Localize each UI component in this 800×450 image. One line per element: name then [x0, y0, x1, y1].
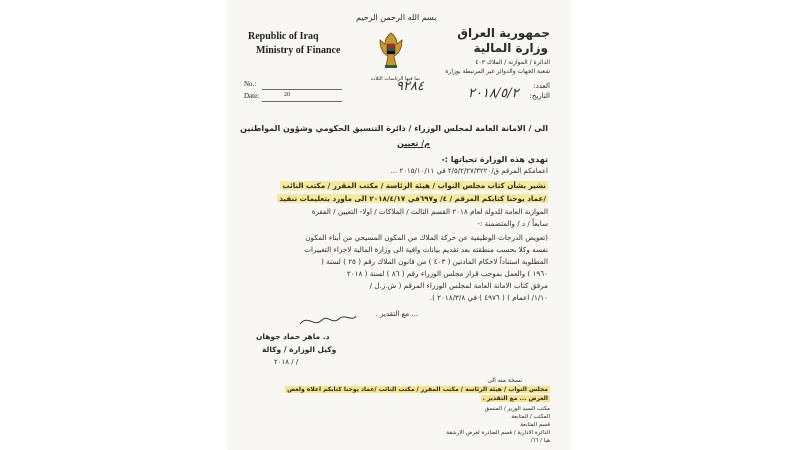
no-label: No.:	[244, 80, 257, 88]
copies-item-2: المكتب / المتابعة	[511, 414, 550, 420]
handwritten-date: ٢٠١٨/٥/٢	[468, 86, 519, 101]
copies-item-3: قسم المتابعة	[520, 422, 550, 428]
signatory-name: د. ماهر حماد جوهان	[256, 332, 330, 341]
header-subject-ref: بما فيها الرئاسات الثلاث	[370, 76, 420, 82]
body-line-10: ١/١٠/ اعمام ) ( ٤٩٧٦ ) في ٢٠١٨/٣/٨ ).	[429, 293, 548, 302]
signatory-title: وكيل الوزارة / وكالة	[262, 345, 337, 354]
copies-item-4: الدائرة الادارية / قسم الصادرة لغرض الارشفة	[446, 430, 550, 436]
header-republic-ar: جمهورية العراق	[457, 26, 550, 40]
body-line-3: الموازنة العامة للدولة لعام ٢٠١٨ القسم الثالث / الملاكات / اولا- التعيين / الفقرة	[311, 207, 548, 216]
copies-highlight-1: مجلس النواب / هيئة الرئاسة / مكتب المقرر / مكتب النائب /عماد يوحنا كتابكم اعلاه ولغض	[287, 386, 548, 393]
handwritten-number: ٩٢٨٤	[396, 79, 424, 94]
header-ministry-en: Ministry of Finance	[256, 45, 341, 56]
signature-date: / / ٢٠١٨	[274, 358, 299, 366]
body-line-6: نفسه وكلا بحسب منطقته بعد تقديم بيانات وافية الى وزارة المالية لاجراء التغييرات	[304, 245, 548, 254]
highlighted-line-1: نشير بشأن كتاب مجلس النواب / هيئة الرئاسة / مكتب المقرر / مكتب النائب	[282, 181, 546, 190]
no-rule	[262, 89, 342, 90]
date-rule	[262, 101, 342, 102]
header-dept-ar: الدائرة / الموازنة / الملاك ٤٠٣	[475, 59, 550, 66]
subject: م/ تعيين	[397, 139, 430, 148]
basmala: بسم الله الرحمن الرحيم	[356, 13, 437, 22]
body-line-8: ١٩٦٠ ) والعمل بموجب قرار مجلس الوزراء رقم ( ٨٦ ) لسنة ( ٢٠١٨	[346, 269, 548, 278]
reference-line: اعمامكم المرقم ق/٢/٥/٢/٢٧/٣٢٢٠ في ٢٠١٥/١٠/١١ ...	[390, 167, 548, 175]
copies-item-5: هبا / ٦٦/	[530, 438, 550, 444]
number-label-ar: العدد:	[533, 82, 550, 90]
date-value-en: 20	[284, 92, 290, 98]
body-line-5: (تعويض الدرجات الوظيفية عن حركة الملاك من المكون المسيحي من أبناء المكون	[305, 233, 548, 242]
header-section-ar: شعبة الجهات والدوائر غير المرتبطة بوزارة	[445, 68, 550, 75]
copies-highlight-2: الغرض ... مع التقدير .	[482, 395, 548, 402]
date-label-ar: التاريخ:	[529, 92, 550, 100]
addressee: الى / الامانة العامة لمجلس الوزراء / دائرة التنسيق الحكومي وشؤون المواطنين	[240, 124, 548, 133]
copies-heading: نسخة منه الى	[487, 377, 522, 384]
highlighted-line-2: /عماد يوحنا كتابكم المرقم / ٤/ و٦٩٧في ٢٠١٨/٤/١٧ الى ماورد بتعليمات تنفيذ	[279, 194, 546, 203]
date-label-en: Date:	[244, 92, 260, 100]
header-republic-en: Republic of Iraq	[248, 31, 319, 42]
body-line-4: سابعاً / د / والمتضمنة :-	[477, 219, 548, 228]
header-ministry-ar: وزارة المالية	[473, 41, 548, 55]
document-page	[228, 0, 570, 450]
signature-scribble	[298, 312, 358, 334]
copies-item-1: مكتب السيد الوزير / المنسق	[484, 406, 550, 412]
body-line-7: المطلوبة استناداً لاحكام المادتين ( ٤٠٣ ) من قانون الملاك رقم ( ٢٥ ) لسنة (	[321, 257, 548, 266]
greeting: تهدي هذه الوزارة تحياتها :-	[441, 155, 548, 164]
body-line-9: مرفق كتاب الامانة العامة لمجلس الوزراء المرقم ( ش.ز.ل /	[369, 281, 548, 290]
iraq-emblem	[376, 30, 406, 70]
closing: ... مع التقدير .	[375, 310, 418, 318]
